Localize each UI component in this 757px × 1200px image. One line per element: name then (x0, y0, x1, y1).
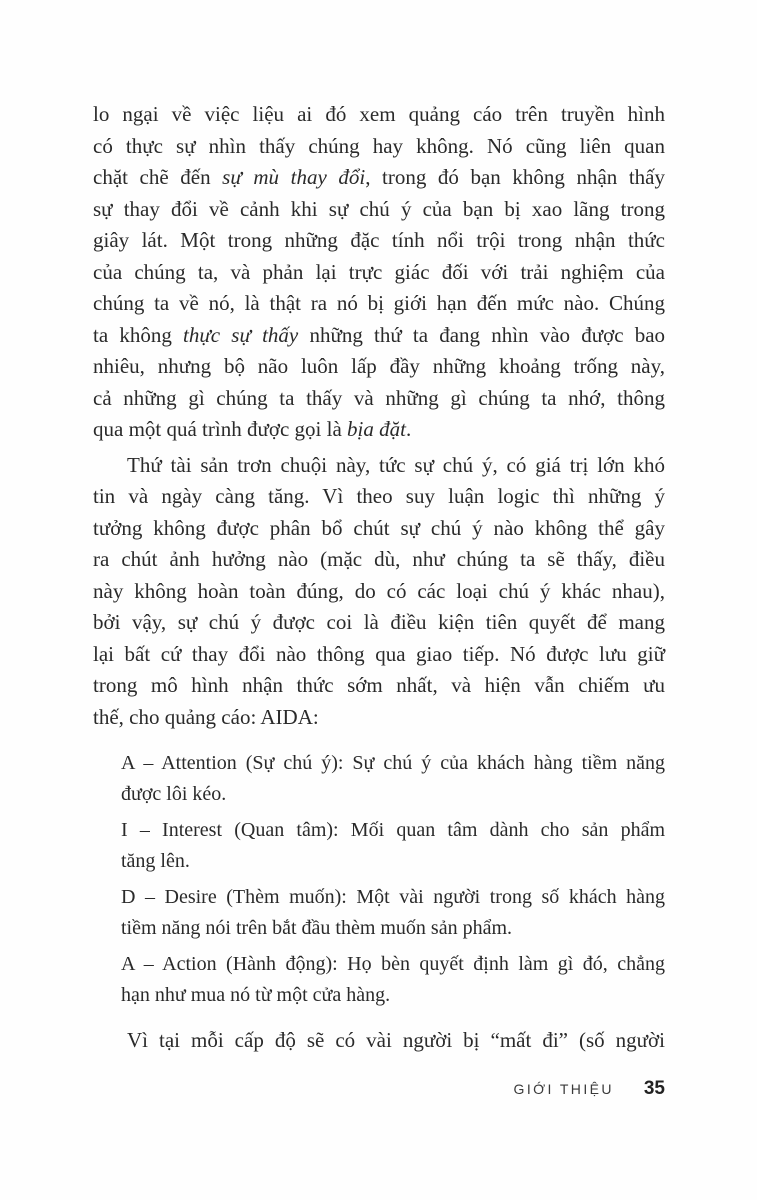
aida-list-item (121, 882, 665, 944)
text-line (93, 607, 665, 639)
italic-phrase: bịa đặt (347, 417, 406, 441)
text-line (93, 513, 665, 545)
italic-phrase: sự mù thay đổi (222, 165, 366, 189)
text-run: cả những gì chúng ta thấy và những gì chúng ta nhớ, thông (93, 385, 665, 410)
text-run: lo ngại về việc liệu ai đó xem quảng cáo trên truyền hình (93, 102, 665, 126)
text-run: có thực sự nhìn thấy chúng hay không. Nó cũng liên quan (93, 133, 665, 158)
text-line (93, 99, 665, 131)
text-line (93, 257, 665, 289)
text-run: D – Desire (Thèm muốn): Một vài người trong số khách hàng (121, 886, 665, 908)
text-line (93, 383, 665, 415)
text-run: này không hoàn toàn đúng, do có các loại chú ý khác nhau), (93, 578, 665, 603)
text-run: những thứ ta đang nhìn vào được bao (298, 322, 666, 347)
text-line (93, 320, 665, 352)
text-run: chặt chẽ đến (93, 165, 223, 189)
text-run: chúng ta về nó, là thật ra nó bị giới hạn đến mức nào. Chúng (93, 291, 665, 315)
text-run: tưởng không được phân bổ chút sự chú ý nào không thể gây (93, 515, 665, 540)
text-run: được lôi kéo. (121, 783, 227, 805)
text-run: Vì tại mỗi cấp độ sẽ có vài người bị “mất đi” (số người (127, 1028, 665, 1052)
aida-list-item (121, 949, 665, 1011)
text-line (93, 131, 665, 163)
text-line (93, 544, 665, 576)
text-run: tăng lên. (121, 850, 190, 872)
text-line (93, 414, 665, 446)
text-run: bởi vậy, sự chú ý được coi là điều kiện tiên quyết để mang (93, 610, 665, 634)
text-run: . (405, 417, 412, 441)
text-run: của chúng ta, và phản lại trực giác đối với trải nghiệm của (93, 259, 665, 284)
text-line (93, 576, 665, 608)
text-column (93, 99, 665, 1057)
text-run: thế, cho quảng cáo: AIDA: (93, 704, 319, 729)
text-run: nhiêu, nhưng bộ não luôn lấp đầy những khoảng trống này, (93, 354, 665, 378)
text-run: hạn như mua nó từ một cửa hàng. (121, 984, 391, 1006)
text-line (121, 846, 665, 877)
body-paragraph (93, 99, 665, 446)
body-paragraph (93, 450, 665, 734)
text-run: lại bất cứ thay đổi nào thông qua giao tiếp. Nó được lưu giữ (93, 641, 665, 666)
text-line (93, 639, 665, 671)
text-line (121, 882, 665, 913)
text-run: I – Interest (Quan tâm): Mối quan tâm dành cho sản phẩm (121, 819, 665, 841)
text-run: tin và ngày càng tăng. Vì theo suy luận logic thì những ý (93, 484, 665, 508)
text-line (93, 450, 665, 482)
text-line (93, 162, 665, 194)
text-run: A – Attention (Sự chú ý): Sự chú ý của khách hàng tiềm năng (121, 752, 665, 774)
aida-list (121, 748, 665, 1011)
aida-list-item (121, 748, 665, 810)
text-run: giây lát. Một trong những đặc tính nổi trội trong nhận thức (93, 228, 665, 252)
text-line (93, 1025, 665, 1057)
text-run: ta không (93, 322, 184, 347)
text-run: ra chút ảnh hưởng nào (mặc dù, như chúng ta sẽ thấy, điều (93, 547, 665, 571)
text-line (93, 670, 665, 702)
text-run: Thứ tài sản trơn chuội này, tức sự chú ý, có giá trị lớn khó (127, 452, 665, 477)
text-line (121, 949, 665, 980)
text-line (93, 702, 665, 734)
text-line (93, 194, 665, 226)
text-line (121, 815, 665, 846)
text-line (121, 913, 665, 944)
text-line (121, 980, 665, 1011)
text-run: A – Action (Hành động): Họ bèn quyết định làm gì đó, chẳng (121, 953, 665, 975)
aida-list-item (121, 815, 665, 877)
footer-section-label: GIỚI THIỆU (513, 1081, 614, 1097)
body-paragraph (93, 1025, 665, 1057)
text-run: tiềm năng nói trên bắt đầu thèm muốn sản phẩm. (121, 917, 513, 939)
text-line (93, 481, 665, 513)
text-line (93, 351, 665, 383)
text-run: trong mô hình nhận thức sớm nhất, và hiện vẫn chiếm ưu (93, 673, 665, 697)
text-line (93, 288, 665, 320)
text-line (93, 225, 665, 257)
text-line (121, 779, 665, 810)
text-line (121, 748, 665, 779)
footer-page-number: 35 (643, 1078, 665, 1099)
text-run: , trong đó bạn không nhận thấy (365, 165, 666, 189)
text-run: sự thay đổi về cảnh khi sự chú ý của bạn bị xao lãng trong (93, 196, 665, 221)
text-run: qua một quá trình được gọi là (93, 417, 348, 441)
page-footer (514, 1078, 665, 1100)
italic-phrase: thực sự thấy (183, 322, 299, 347)
